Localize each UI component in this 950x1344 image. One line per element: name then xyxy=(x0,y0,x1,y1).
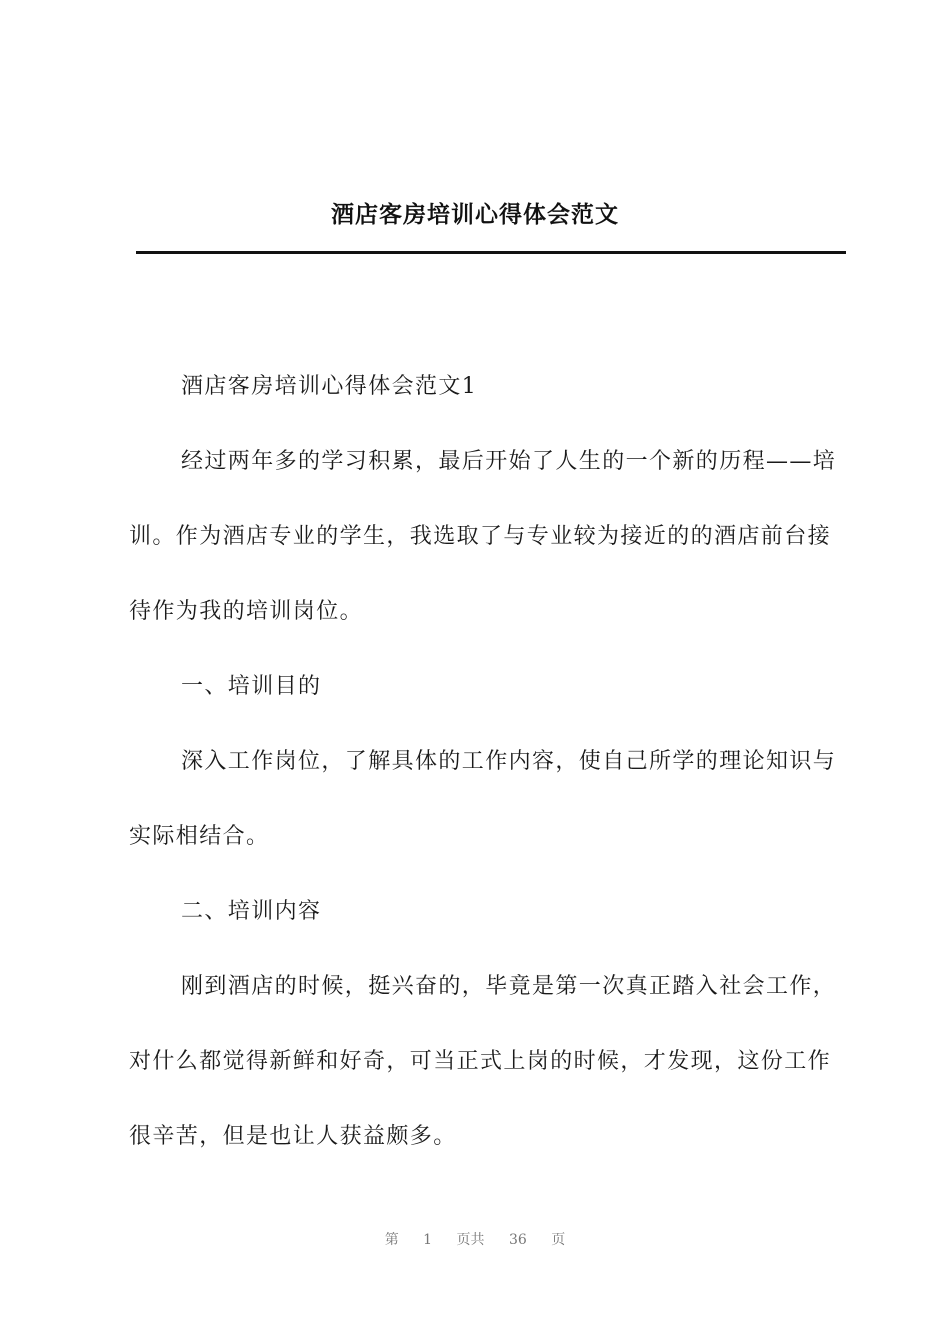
current-page-number: 1 xyxy=(423,1232,433,1248)
page-label-prefix: 第 xyxy=(384,1232,399,1248)
subsection-heading: 一、培训目的 xyxy=(181,674,322,699)
page-number-footer xyxy=(0,1229,950,1249)
body-paragraph: 刚到酒店的时候，挺兴奋的，毕竟是第一次真正踏入社会工作，对什么都觉得新鲜和好奇，可当正式上岗的时候，才发现，这份工作很辛苦，但是也让人获益颇多。 xyxy=(129,974,837,1149)
body-paragraph: 经过两年多的学习积累，最后开始了人生的一个新的历程——培训。作为酒店专业的学生，我选取了与专业较为接近的的酒店前台接待作为我的培训岗位。 xyxy=(129,449,837,624)
document-title: 酒店客房培训心得体会范文 xyxy=(331,201,619,228)
section-heading: 酒店客房培训心得体会范文1 xyxy=(181,374,478,399)
body-paragraph: 深入工作岗位，了解具体的工作内容，使自己所学的理论知识与实际相结合。 xyxy=(129,749,837,849)
total-pages-number: 36 xyxy=(509,1232,527,1248)
page-label-suffix: 页 xyxy=(551,1232,566,1248)
page-label-middle: 页共 xyxy=(456,1232,485,1248)
title-divider xyxy=(136,251,846,254)
document-body xyxy=(129,349,843,1174)
subsection-heading: 二、培训内容 xyxy=(181,899,322,924)
